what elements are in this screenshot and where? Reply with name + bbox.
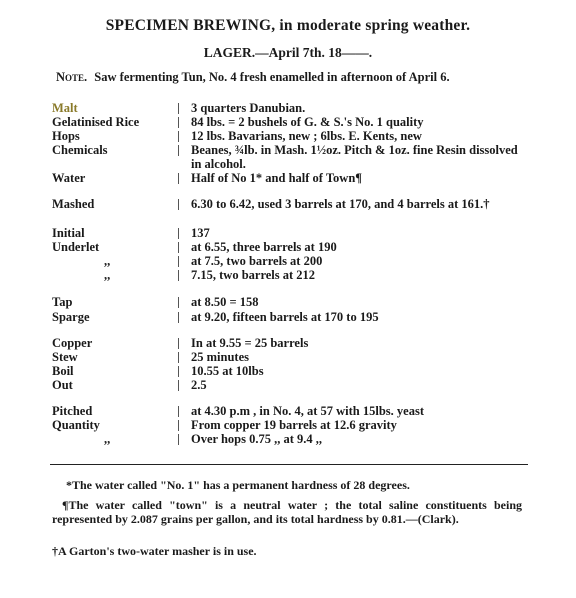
footnote-masher: †A Garton's two-water masher is in use. bbox=[52, 544, 257, 558]
column-divider bbox=[178, 228, 179, 239]
column-divider bbox=[178, 199, 179, 210]
log-row-label: ,, bbox=[104, 268, 111, 282]
column-divider bbox=[178, 297, 179, 308]
log-row-label: Mashed bbox=[52, 197, 95, 211]
log-row-value: 7.15, two barrels at 212 bbox=[191, 268, 316, 282]
column-divider bbox=[178, 312, 179, 323]
log-row-value: Over hops 0.75 ,, at 9.4 ,, bbox=[191, 432, 323, 446]
column-divider bbox=[178, 406, 179, 417]
log-row-label: Initial bbox=[52, 226, 85, 240]
log-row-label: Quantity bbox=[52, 418, 100, 432]
log-row-value: Half of No 1* and half of Town¶ bbox=[191, 171, 363, 185]
log-row-value: From copper 19 barrels at 12.6 gravity bbox=[191, 418, 397, 432]
log-row-label: Out bbox=[52, 378, 73, 392]
footnote-water-no1: *The water called "No. 1" has a permanent hardness of 28 degrees. bbox=[66, 478, 410, 492]
column-divider bbox=[178, 117, 179, 128]
log-row-label: Chemicals bbox=[52, 143, 108, 157]
log-row-label: Stew bbox=[52, 350, 78, 364]
column-divider bbox=[178, 131, 179, 142]
log-row-value: at 6.55, three barrels at 190 bbox=[191, 240, 337, 254]
separator-rule bbox=[50, 464, 528, 465]
log-row-value: 3 quarters Danubian. bbox=[191, 101, 306, 115]
log-row-label: Hops bbox=[52, 129, 80, 143]
column-divider bbox=[178, 434, 179, 445]
note-text: Saw fermenting Tun, No. 4 fresh enamelled in afternoon of April 6. bbox=[94, 70, 450, 84]
document-subtitle: LAGER.—April 7th. 18——. bbox=[203, 45, 373, 60]
column-divider bbox=[178, 103, 179, 114]
note-label: Note. bbox=[56, 70, 88, 84]
document-title: SPECIMEN BREWING, in moderate spring weather. bbox=[105, 17, 471, 34]
column-divider bbox=[178, 242, 179, 253]
log-row-value: at 7.5, two barrels at 200 bbox=[191, 254, 323, 268]
log-row-label: Underlet bbox=[52, 240, 100, 254]
log-row-label: Gelatinised Rice bbox=[52, 115, 140, 129]
log-row-label: Boil bbox=[52, 364, 74, 378]
log-row-value: 2.5 bbox=[191, 378, 207, 392]
log-row-value: 25 minutes bbox=[191, 350, 249, 364]
log-row-label: Pitched bbox=[52, 404, 93, 418]
log-row-label: Sparge bbox=[52, 310, 90, 324]
log-row-value: at 4.30 p.m , in No. 4, at 57 with 15lbs. yeast bbox=[191, 404, 424, 418]
column-divider bbox=[178, 145, 179, 156]
column-divider bbox=[178, 256, 179, 267]
log-row-value: 137 bbox=[191, 226, 210, 240]
column-divider bbox=[178, 352, 179, 363]
log-row-value: Beanes, ¾lb. in Mash. 1½oz. Pitch & 1oz. fine Resin dissolved in alcohol. bbox=[191, 143, 518, 171]
footnote-water-town: ¶The water called "town" is a neutral water ; the total saline constituents being represented by 2.087 grains per gallon, and its total hardness by 0.81.—(Clark). bbox=[52, 498, 522, 526]
log-row-label: Copper bbox=[52, 336, 93, 350]
log-row-value: at 9.20, fifteen barrels at 170 to 195 bbox=[191, 310, 379, 324]
log-row-value: In at 9.55 = 25 barrels bbox=[191, 336, 309, 350]
log-row-label: ,, bbox=[104, 254, 111, 268]
log-row-value: 84 lbs. = 2 bushels of G. & S.'s No. 1 quality bbox=[191, 115, 424, 129]
log-row-label: Malt bbox=[52, 101, 78, 115]
log-row-value: 10.55 at 10lbs bbox=[191, 364, 264, 378]
column-divider bbox=[178, 380, 179, 391]
log-row-label: Tap bbox=[52, 295, 73, 309]
log-row-value: 12 lbs. Bavarians, new ; 6lbs. E. Kents, new bbox=[191, 129, 422, 143]
column-divider bbox=[178, 173, 179, 184]
log-row-value: at 8.50 = 158 bbox=[191, 295, 259, 309]
log-row-label: Water bbox=[52, 171, 86, 185]
column-divider bbox=[178, 366, 179, 377]
log-row-label: ,, bbox=[104, 432, 111, 446]
column-divider bbox=[178, 338, 179, 349]
column-divider bbox=[178, 270, 179, 281]
log-row-value: 6.30 to 6.42, used 3 barrels at 170, and 4 barrels at 161.† bbox=[191, 197, 490, 211]
column-divider bbox=[178, 420, 179, 431]
